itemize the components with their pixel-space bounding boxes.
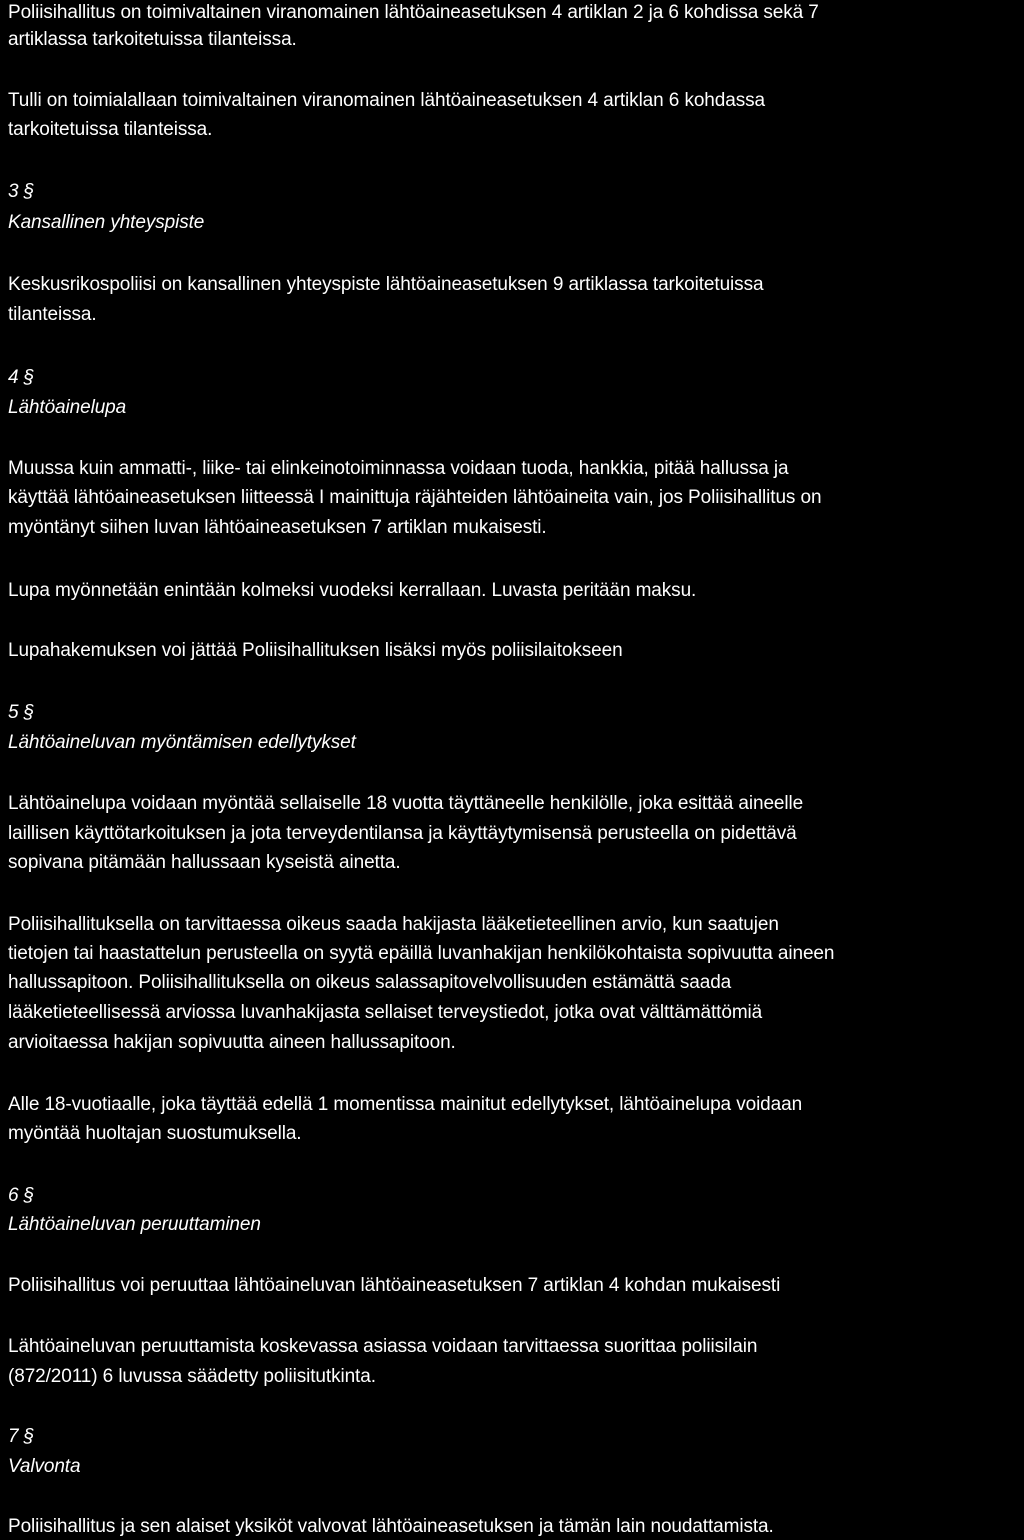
paragraph-line: Poliisihallitus ja sen alaiset yksiköt valvovat lähtöaineasetuksen ja tämän lain noudattamista. bbox=[8, 1516, 774, 1537]
section-title: Lähtöaineluvan myöntämisen edellytykset bbox=[8, 732, 356, 753]
section-title: Valvonta bbox=[8, 1456, 81, 1477]
paragraph-line: Poliisihallitus voi peruuttaa lähtöaineluvan lähtöaineasetuksen 7 artiklan 4 kohdan mukaisesti bbox=[8, 1275, 781, 1296]
section-title: Lähtöainelupa bbox=[8, 397, 127, 418]
paragraph-line: laillisen käyttötarkoituksen ja jota terveydentilansa ja käyttäytymisensä perusteella on pidettävä bbox=[8, 823, 797, 844]
paragraph-line: Lupa myönnetään enintään kolmeksi vuodeksi kerrallaan. Luvasta peritään maksu. bbox=[8, 580, 697, 601]
paragraph-line: artiklassa tarkoitetuissa tilanteissa. bbox=[8, 29, 297, 50]
paragraph-line: arvioitaessa hakijan sopivuutta aineen hallussapitoon. bbox=[8, 1032, 456, 1053]
section-title: Lähtöaineluvan peruuttaminen bbox=[8, 1214, 261, 1235]
paragraph-line: Muussa kuin ammatti-, liike- tai elinkeinotoiminnassa voidaan tuoda, hankkia, pitää hallussa ja bbox=[8, 458, 789, 479]
paragraph-line: sopivana pitämään hallussaan kyseistä ainetta. bbox=[8, 852, 401, 873]
paragraph-line: Poliisihallitus on toimivaltainen viranomainen lähtöaineasetuksen 4 artiklan 2 ja 6 kohdissa sekä 7 bbox=[8, 2, 819, 23]
section-number: 4 § bbox=[8, 367, 35, 388]
section-number: 5 § bbox=[8, 702, 35, 723]
paragraph-line: myöntää huoltajan suostumuksella. bbox=[8, 1123, 302, 1144]
section-number: 3 § bbox=[8, 181, 35, 202]
paragraph-line: myöntänyt siihen luvan lähtöaineasetuksen 7 artiklan mukaisesti. bbox=[8, 517, 547, 538]
paragraph-line: Lupahakemuksen voi jättää Poliisihallituksen lisäksi myös poliisilaitokseen bbox=[8, 640, 623, 661]
paragraph-line: Keskusrikospoliisi on kansallinen yhteyspiste lähtöaineasetuksen 9 artiklassa tarkoitetuissa bbox=[8, 274, 764, 295]
paragraph-line: käyttää lähtöaineasetuksen liitteessä I mainittuja räjähteiden lähtöaineita vain, jos Poliisihallitus on bbox=[8, 487, 822, 508]
section-number: 7 § bbox=[8, 1426, 35, 1447]
paragraph-line: tilanteissa. bbox=[8, 304, 97, 325]
paragraph-line: Poliisihallituksella on tarvittaessa oikeus saada hakijasta lääketieteellinen arvio, kun saatujen bbox=[8, 914, 779, 935]
paragraph-line: tarkoitetuissa tilanteissa. bbox=[8, 119, 213, 140]
paragraph-line: Alle 18-vuotiaalle, joka täyttää edellä 1 momentissa mainitut edellytykset, lähtöainelupa voidaan bbox=[8, 1094, 803, 1115]
paragraph-line: lääketieteellisessä arviossa luvanhakijasta sellaiset terveystiedot, jotka ovat välttämättömiä bbox=[8, 1002, 763, 1023]
paragraph-line: (872/2011) 6 luvussa säädetty poliisitutkinta. bbox=[8, 1366, 376, 1387]
paragraph-line: Lähtöainelupa voidaan myöntää sellaiselle 18 vuotta täyttäneelle henkilölle, joka esittää aineelle bbox=[8, 793, 804, 814]
section-title: Kansallinen yhteyspiste bbox=[8, 212, 205, 233]
paragraph-line: hallussapitoon. Poliisihallituksella on oikeus salassapitovelvollisuuden estämättä saada bbox=[8, 972, 732, 993]
section-number: 6 § bbox=[8, 1185, 35, 1206]
paragraph-line: tietojen tai haastattelun perusteella on syytä epäillä luvanhakijan henkilökohtaista sopivuutta aineen bbox=[8, 943, 835, 964]
paragraph-line: Tulli on toimialallaan toimivaltainen viranomainen lähtöaineasetuksen 4 artiklan 6 kohdassa bbox=[8, 90, 765, 111]
paragraph-line: Lähtöaineluvan peruuttamista koskevassa asiassa voidaan tarvittaessa suorittaa poliisilain bbox=[8, 1336, 758, 1357]
